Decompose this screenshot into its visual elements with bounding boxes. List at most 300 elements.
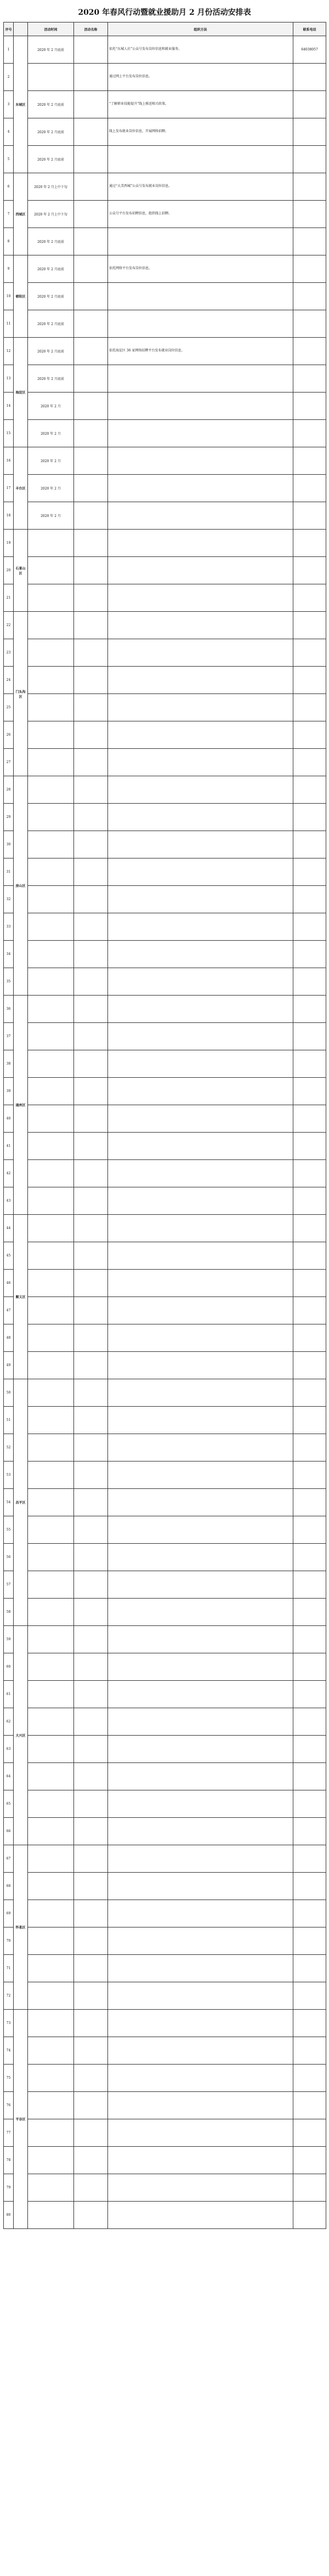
table-row — [4, 996, 326, 1023]
organization-method — [108, 776, 293, 804]
activity-time — [28, 1599, 74, 1626]
contact-phone — [293, 804, 326, 831]
activity-name — [74, 420, 108, 447]
row-number: 74 — [4, 2037, 14, 2065]
activity-time — [28, 1790, 74, 1818]
contact-phone — [293, 420, 326, 447]
row-number: 44 — [4, 1215, 14, 1242]
activity-time: 2020 年 2 月上中下旬 — [28, 201, 74, 228]
activity-name — [74, 1078, 108, 1105]
activity-name — [74, 2119, 108, 2147]
organization-method — [108, 447, 293, 475]
organization-method — [108, 1599, 293, 1626]
activity-time: 2020 年 2 月底前 — [28, 228, 74, 255]
contact-phone — [293, 1215, 326, 1242]
activity-name — [74, 584, 108, 612]
activity-time — [28, 1297, 74, 1324]
table-row — [4, 1160, 326, 1187]
activity-time: 2020 年 2 月底前 — [28, 365, 74, 393]
activity-name — [74, 1050, 108, 1078]
activity-time: 2020 年 2 月底前 — [28, 118, 74, 146]
row-number: 3 — [4, 91, 14, 118]
activity-time: 2020 年 2 月 — [28, 502, 74, 530]
organization-method — [108, 584, 293, 612]
row-number: 80 — [4, 2202, 14, 2229]
activity-time — [28, 2119, 74, 2147]
activity-time: 2020 年 2 月 — [28, 475, 74, 502]
table-row — [4, 2065, 326, 2092]
table-row — [4, 1270, 326, 1297]
activity-name — [74, 1379, 108, 1407]
activity-name — [74, 886, 108, 913]
activity-name — [74, 502, 108, 530]
table-row — [4, 1955, 326, 1982]
table-row — [4, 1736, 326, 1763]
activity-name — [74, 91, 108, 118]
activity-name — [74, 310, 108, 338]
activity-name — [74, 1790, 108, 1818]
activity-time — [28, 1105, 74, 1133]
table-row — [4, 310, 326, 338]
activity-name — [74, 1708, 108, 1736]
organization-method — [108, 1763, 293, 1790]
contact-phone — [293, 1763, 326, 1790]
activity-name — [74, 831, 108, 858]
contact-phone — [293, 1873, 326, 1900]
contact-phone — [293, 173, 326, 201]
row-number: 43 — [4, 1187, 14, 1215]
table-row — [4, 1653, 326, 1681]
activity-time — [28, 1489, 74, 1516]
activity-time: 2020 年 2 月底前 — [28, 91, 74, 118]
table-row — [4, 228, 326, 255]
activity-time — [28, 1763, 74, 1790]
table-row — [4, 1078, 326, 1105]
activity-time: 2020 年 2 月底前 — [28, 283, 74, 310]
contact-phone — [293, 1324, 326, 1352]
activity-name — [74, 612, 108, 639]
activity-time — [28, 1215, 74, 1242]
table-row — [4, 1379, 326, 1407]
organization-method — [108, 2147, 293, 2174]
activity-name — [74, 283, 108, 310]
row-number: 71 — [4, 1955, 14, 1982]
activity-time: 2020 年 2 月 — [28, 447, 74, 475]
activity-name — [74, 338, 108, 365]
district-label: 昌平区 — [14, 1379, 28, 1626]
activity-time — [28, 64, 74, 91]
contact-phone — [293, 1927, 326, 1955]
district-label: 丰台区 — [14, 447, 28, 530]
table-row — [4, 173, 326, 201]
contact-phone — [293, 749, 326, 776]
organization-method — [108, 365, 293, 393]
activity-time — [28, 2202, 74, 2229]
organization-method — [108, 1215, 293, 1242]
activity-name — [74, 2092, 108, 2119]
contact-phone — [293, 1571, 326, 1599]
organization-method — [108, 1900, 293, 1927]
activity-name — [74, 858, 108, 886]
activity-time — [28, 1407, 74, 1434]
activity-time — [28, 1516, 74, 1544]
organization-method — [108, 557, 293, 584]
contact-phone — [293, 612, 326, 639]
contact-phone — [293, 91, 326, 118]
activity-name — [74, 721, 108, 749]
activity-name — [74, 1845, 108, 1873]
activity-time — [28, 2092, 74, 2119]
table-row — [4, 1462, 326, 1489]
table-row — [4, 1105, 326, 1133]
activity-name — [74, 1763, 108, 1790]
activity-name — [74, 146, 108, 173]
organization-method — [108, 2202, 293, 2229]
organization-method — [108, 228, 293, 255]
row-number: 41 — [4, 1133, 14, 1160]
organization-method — [108, 1982, 293, 2010]
table-row — [4, 2202, 326, 2229]
contact-phone — [293, 1516, 326, 1544]
table-row — [4, 831, 326, 858]
row-number: 61 — [4, 1681, 14, 1708]
table-row — [4, 1434, 326, 1462]
activity-time — [28, 1434, 74, 1462]
activity-time — [28, 2147, 74, 2174]
row-number: 9 — [4, 255, 14, 283]
contact-phone — [293, 1434, 326, 1462]
organization-method — [108, 1324, 293, 1352]
table-row — [4, 2174, 326, 2202]
row-number: 23 — [4, 639, 14, 667]
organization-method — [108, 1626, 293, 1653]
table-row — [4, 1050, 326, 1078]
row-number: 15 — [4, 420, 14, 447]
row-number: 29 — [4, 804, 14, 831]
activity-time — [28, 749, 74, 776]
activity-time — [28, 886, 74, 913]
activity-time — [28, 694, 74, 721]
activity-time — [28, 1900, 74, 1927]
activity-time: 2020 年 2 月底前 — [28, 146, 74, 173]
row-number: 55 — [4, 1516, 14, 1544]
contact-phone — [293, 2174, 326, 2202]
activity-time — [28, 913, 74, 941]
table-row — [4, 530, 326, 557]
contact-phone — [293, 475, 326, 502]
organization-method — [108, 2010, 293, 2037]
district-label: 门头沟区 — [14, 612, 28, 776]
table-row — [4, 1297, 326, 1324]
activity-time — [28, 584, 74, 612]
contact-phone — [293, 1708, 326, 1736]
row-number: 14 — [4, 393, 14, 420]
organization-method — [108, 1242, 293, 1270]
organization-method — [108, 146, 293, 173]
row-number: 33 — [4, 913, 14, 941]
organization-method — [108, 1489, 293, 1516]
row-number: 35 — [4, 968, 14, 996]
table-row — [4, 667, 326, 694]
activity-name — [74, 1270, 108, 1297]
table-row — [4, 201, 326, 228]
district-label: 怀柔区 — [14, 1845, 28, 2010]
activity-time: 2020 年 2 月底前 — [28, 338, 74, 365]
row-number: 53 — [4, 1462, 14, 1489]
header-no: 序号 — [4, 22, 14, 36]
contact-phone — [293, 1105, 326, 1133]
activity-time — [28, 1078, 74, 1105]
table-row — [4, 1927, 326, 1955]
table-row — [4, 1571, 326, 1599]
activity-time — [28, 996, 74, 1023]
activity-name — [74, 530, 108, 557]
activity-time — [28, 1270, 74, 1297]
organization-method: 线上发布就业岗位信息，开展网络招聘。 — [108, 118, 293, 146]
table-row — [4, 1599, 326, 1626]
organization-method: 依托“东城人社”公众号发布岗位信息和就业服务。 — [108, 36, 293, 64]
activity-name — [74, 639, 108, 667]
contact-phone — [293, 1626, 326, 1653]
activity-time — [28, 2010, 74, 2037]
district-label: 平谷区 — [14, 2010, 28, 2229]
activity-name — [74, 1653, 108, 1681]
activity-name — [74, 1599, 108, 1626]
row-number: 28 — [4, 776, 14, 804]
contact-phone — [293, 2147, 326, 2174]
row-number: 69 — [4, 1900, 14, 1927]
organization-method — [108, 502, 293, 530]
organization-method — [108, 1736, 293, 1763]
activity-time — [28, 1544, 74, 1571]
organization-method — [108, 1297, 293, 1324]
activity-time — [28, 1681, 74, 1708]
activity-name — [74, 1544, 108, 1571]
contact-phone — [293, 1818, 326, 1845]
activity-time — [28, 1571, 74, 1599]
contact-phone — [293, 1544, 326, 1571]
activity-name — [74, 913, 108, 941]
table-row — [4, 502, 326, 530]
table-row — [4, 2092, 326, 2119]
row-number: 26 — [4, 721, 14, 749]
activity-name — [74, 475, 108, 502]
table-row — [4, 365, 326, 393]
contact-phone — [293, 886, 326, 913]
organization-method — [108, 2065, 293, 2092]
contact-phone — [293, 2037, 326, 2065]
table-row — [4, 91, 326, 118]
table-row — [4, 1818, 326, 1845]
row-number: 30 — [4, 831, 14, 858]
row-number: 63 — [4, 1736, 14, 1763]
activity-time — [28, 2037, 74, 2065]
row-number: 18 — [4, 502, 14, 530]
activity-name — [74, 2065, 108, 2092]
activity-time — [28, 2174, 74, 2202]
organization-method — [108, 1050, 293, 1078]
row-number: 67 — [4, 1845, 14, 1873]
row-number: 79 — [4, 2174, 14, 2202]
contact-phone — [293, 1489, 326, 1516]
activity-time — [28, 1736, 74, 1763]
row-number: 4 — [4, 118, 14, 146]
activity-name — [74, 1352, 108, 1379]
activity-time — [28, 557, 74, 584]
activity-time — [28, 2065, 74, 2092]
table-row — [4, 1187, 326, 1215]
activity-time: 2020 年 2 月 — [28, 420, 74, 447]
activity-time — [28, 1982, 74, 2010]
activity-time — [28, 1626, 74, 1653]
row-number: 76 — [4, 2092, 14, 2119]
organization-method — [108, 749, 293, 776]
contact-phone — [293, 1050, 326, 1078]
table-row — [4, 2119, 326, 2147]
table-row — [4, 2147, 326, 2174]
activity-time — [28, 1955, 74, 1982]
activity-name — [74, 1215, 108, 1242]
organization-method — [108, 1544, 293, 1571]
organization-method — [108, 310, 293, 338]
table-row — [4, 1900, 326, 1927]
row-number: 78 — [4, 2147, 14, 2174]
organization-method — [108, 1873, 293, 1900]
contact-phone — [293, 913, 326, 941]
contact-phone — [293, 1681, 326, 1708]
table-row — [4, 338, 326, 365]
table-row — [4, 2037, 326, 2065]
organization-method — [108, 2092, 293, 2119]
table-row — [4, 749, 326, 776]
table-row — [4, 1708, 326, 1736]
activity-name — [74, 1105, 108, 1133]
activity-time — [28, 1873, 74, 1900]
activity-time — [28, 721, 74, 749]
activity-name — [74, 1187, 108, 1215]
table-row — [4, 1626, 326, 1653]
table-row — [4, 886, 326, 913]
row-number: 68 — [4, 1873, 14, 1900]
contact-phone — [293, 146, 326, 173]
activity-name — [74, 1160, 108, 1187]
organization-method — [108, 2174, 293, 2202]
activity-name — [74, 1023, 108, 1050]
row-number: 12 — [4, 338, 14, 365]
row-number: 52 — [4, 1434, 14, 1462]
organization-method — [108, 1462, 293, 1489]
activity-name — [74, 1324, 108, 1352]
contact-phone — [293, 1653, 326, 1681]
contact-phone — [293, 365, 326, 393]
contact-phone — [293, 694, 326, 721]
row-number: 19 — [4, 530, 14, 557]
organization-method — [108, 2119, 293, 2147]
row-number: 31 — [4, 858, 14, 886]
contact-phone — [293, 996, 326, 1023]
table-row — [4, 64, 326, 91]
activity-name — [74, 2174, 108, 2202]
organization-method — [108, 639, 293, 667]
table-row — [4, 584, 326, 612]
table-row — [4, 1133, 326, 1160]
table-row — [4, 913, 326, 941]
activity-name — [74, 1571, 108, 1599]
contact-phone — [293, 530, 326, 557]
table-row — [4, 776, 326, 804]
row-number: 51 — [4, 1407, 14, 1434]
activity-name — [74, 968, 108, 996]
activity-time — [28, 804, 74, 831]
organization-method — [108, 886, 293, 913]
activity-table — [3, 22, 326, 2229]
organization-method — [108, 1516, 293, 1544]
row-number: 62 — [4, 1708, 14, 1736]
activity-time — [28, 941, 74, 968]
organization-method — [108, 1571, 293, 1599]
organization-method — [108, 1105, 293, 1133]
organization-method — [108, 1133, 293, 1160]
organization-method — [108, 831, 293, 858]
row-number: 13 — [4, 365, 14, 393]
contact-phone — [293, 1407, 326, 1434]
contact-phone — [293, 2010, 326, 2037]
organization-method — [108, 1681, 293, 1708]
district-label: 石景山区 — [14, 530, 28, 612]
activity-name — [74, 2010, 108, 2037]
contact-phone — [293, 201, 326, 228]
table-row — [4, 1215, 326, 1242]
activity-name — [74, 1434, 108, 1462]
table-row — [4, 420, 326, 447]
contact-phone — [293, 1955, 326, 1982]
contact-phone — [293, 776, 326, 804]
organization-method — [108, 913, 293, 941]
contact-phone — [293, 393, 326, 420]
activity-name — [74, 1736, 108, 1763]
table-row — [4, 283, 326, 310]
activity-time — [28, 1187, 74, 1215]
organization-method — [108, 420, 293, 447]
table-row — [4, 118, 326, 146]
row-number: 39 — [4, 1078, 14, 1105]
organization-method — [108, 1270, 293, 1297]
organization-method: 公众号平台发布招聘信息，组织线上招聘。 — [108, 201, 293, 228]
activity-name — [74, 1462, 108, 1489]
organization-method — [108, 393, 293, 420]
contact-phone — [293, 64, 326, 91]
contact-phone — [293, 1900, 326, 1927]
organization-method — [108, 694, 293, 721]
table-row — [4, 941, 326, 968]
activity-name — [74, 776, 108, 804]
table-row — [4, 804, 326, 831]
row-number: 47 — [4, 1297, 14, 1324]
organization-method — [108, 1845, 293, 1873]
table-row — [4, 36, 326, 64]
row-number: 46 — [4, 1270, 14, 1297]
activity-time — [28, 667, 74, 694]
organization-method — [108, 1708, 293, 1736]
row-number: 21 — [4, 584, 14, 612]
header-phone: 联系电话 — [293, 22, 326, 36]
activity-name — [74, 173, 108, 201]
contact-phone — [293, 2119, 326, 2147]
contact-phone — [293, 2065, 326, 2092]
table-row — [4, 858, 326, 886]
row-number: 36 — [4, 996, 14, 1023]
header-content: 组织方法 — [108, 22, 293, 36]
